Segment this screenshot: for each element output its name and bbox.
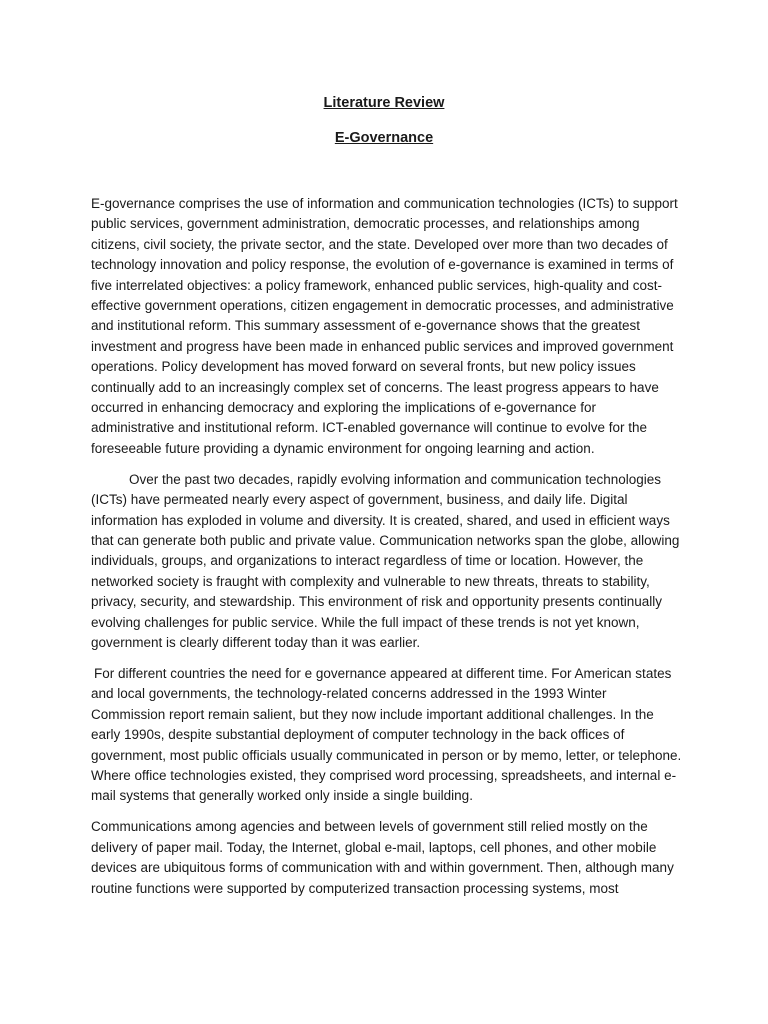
paragraph-2: Over the past two decades, rapidly evolving information and communication technologies (ICTs) have permeated nearly every aspect of government, business, and daily life. Digital information has exploded in volume and diversity. It is created, shared, and used in efficient ways that can generate both public and private value. Communication networks span the globe, allowing individuals, groups, and organizations to interact regardless of time or location. However, the networked society is fraught with complexity and vulnerable to new threats, threats to stability, privacy, security, and stewardship. This environment of risk and opportunity presents continually evolving challenges for public service. While the full impact of these trends is not yet known, government is clearly different today than it was earlier. bbox=[91, 471, 680, 651]
document-title: Literature Review bbox=[323, 95, 445, 111]
paragraph-1: E-governance comprises the use of information and communication technologies (ICTs) to support public services, government administration, democratic processes, and relationships among citizens, civil society, the private sector, and the state. Developed over more than two decades of technology innovation and policy response, the evolution of e-governance is examined in terms of five interrelated objectives: a policy framework, enhanced public services, high-quality and cost-effective government operations, citizen engagement in democratic processes, and administrative and institutional reform. This summary assessment of e-governance shows that the greatest investment and progress have been made in enhanced public services and improved government operations. Policy development has moved forward on several fronts, but new policy issues continually add to an increasingly complex set of concerns. The least progress appears to have occurred in enhancing democracy and exploring the implications of e-governance for administrative and institutional reform. ICT-enabled governance will continue to evolve for the foreseeable future providing a dynamic environment for ongoing learning and action. bbox=[91, 196, 678, 456]
paragraph-3: For different countries the need for e governance appeared at different time. For American states and local governments, the technology-related concerns addressed in the 1993 Winter Commission report remain salient, but they now include important additional challenges. In the early 1990s, despite substantial deployment of computer technology in the back offices of government, most public officials usually communicated in person or by memo, letter, or telephone. Where office technologies existed, they comprised word processing, spreadsheets, and internal e-mail systems that generally worked only inside a single building. bbox=[91, 665, 682, 804]
document-subtitle: E-Governance bbox=[334, 130, 434, 146]
document-body bbox=[91, 194, 683, 909]
paragraph-4: Communications among agencies and between levels of government still relied mostly on the delivery of paper mail. Today, the Internet, global e-mail, laptops, cell phones, and other mobile devices are ubiquitous forms of communication with and within government. Then, although many routine functions were supported by computerized transaction processing systems, most bbox=[91, 819, 674, 896]
